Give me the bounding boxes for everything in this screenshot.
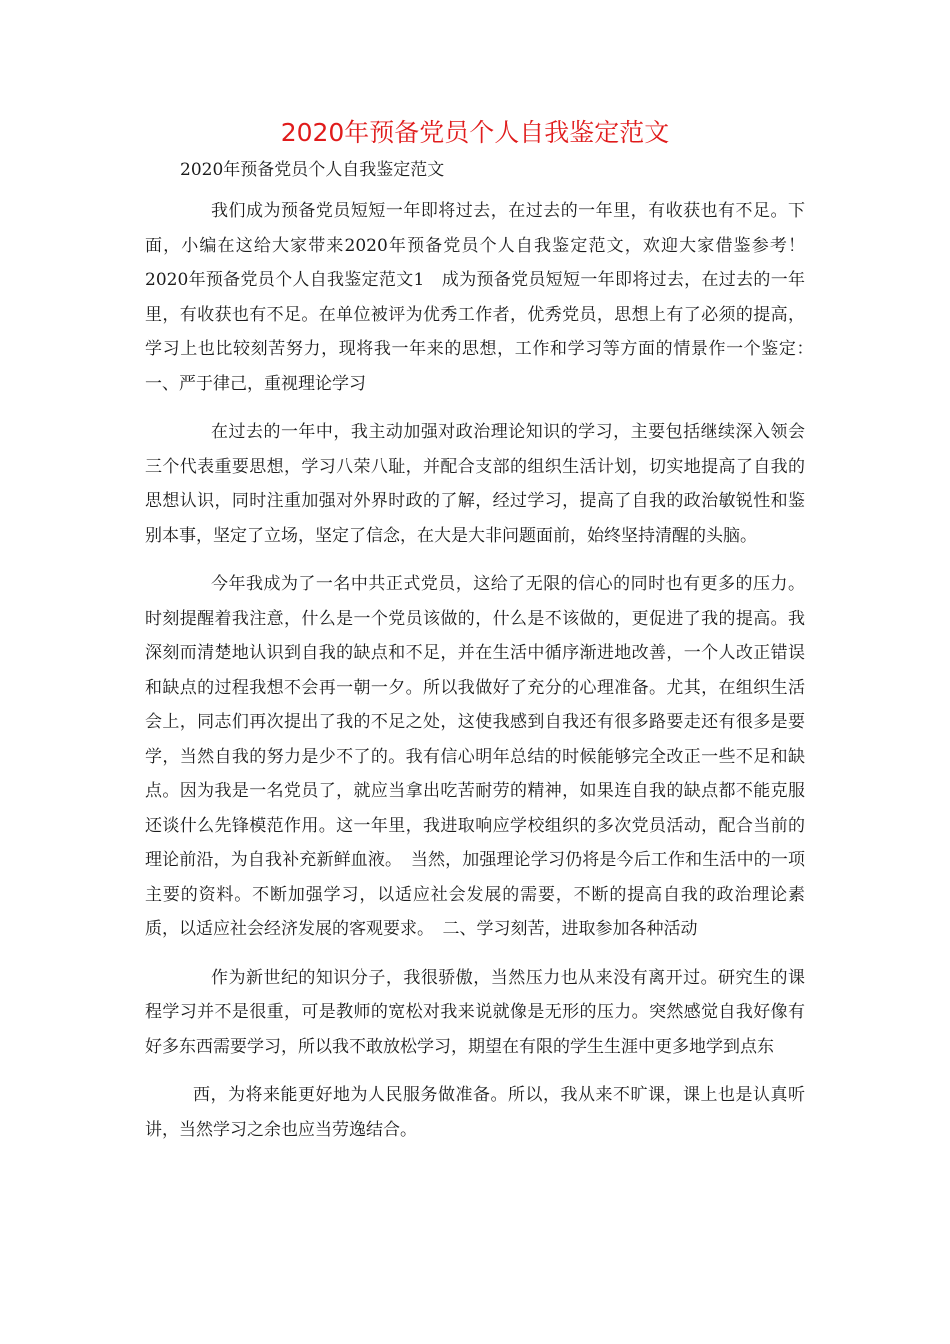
paragraph-theory-study: 在过去的一年中，我主动加强对政治理论知识的学习，主要包括继续深入领会三个代表重要思想，学习八荣八耻，并配合支部的组织生活计划，切实地提高了自我的思想认识，同时注重加强对外界时政的了解，经过学习，提高了自我的政治敏锐性和鉴别本事，坚定了立场，坚定了信念，在大是大非问题面前，始终坚持清醒的头脑。: [145, 422, 805, 546]
document-title: 2020年预备党员个人自我鉴定范文: [280, 118, 670, 147]
paragraph-study-hard: 作为新世纪的知识分子，我很骄傲，当然压力也从来没有离开过。研究生的课程学习并不是很重，可是教师的宽松对我来说就像是无形的压力。突然感觉自我好像有好多东西需要学习，所以我不敢放松学习，期望在有限的学生生涯中更多地学到点东: [145, 967, 805, 1057]
document-subtitle: 2020年预备党员个人自我鉴定范文: [180, 160, 445, 180]
document-body: [145, 194, 822, 1161]
paragraph-continuation: 西，为将来能更好地为人民服务做准备。所以，我从来不旷课，课上也是认真听讲，当然学习之余也应当劳逸结合。: [145, 1085, 805, 1140]
paragraph-intro: 我们成为预备党员短短一年即将过去，在过去的一年里，有收获也有不足。下面，小编在这给大家带来2020年预备党员个人自我鉴定范文，欢迎大家借鉴参考！ 2020年预备党员个人自我鉴定范文1 成为预备党员短短一年即将过去，在过去的一年里，有收获也有不足。在单位被评为优秀工作者，优秀党员，思想上有了必须的提高，学习上也比较刻苦努力，现将我一年来的思想，工作和学习等方面的情景作一个鉴定： 一、严于律己，重视理论学习: [145, 201, 822, 394]
paragraph-party-member: 今年我成为了一名中共正式党员，这给了无限的信心的同时也有更多的压力。时刻提醒着我注意，什么是一个党员该做的，什么是不该做的，更促进了我的提高。我深刻而清楚地认识到自我的缺点和不足，并在生活中循序渐进地改善，一个人改正错误和缺点的过程我想不会再一朝一夕。所以我做好了充分的心理准备。尤其，在组织生活会上，同志们再次提出了我的不足之处，这使我感到自我还有很多路要走还有很多是要学，当然自我的努力是少不了的。我有信心明年总结的时候能够完全改正一些不足和缺点。因为我是一名党员了，就应当拿出吃苦耐劳的精神，如果连自我的缺点都不能克服还谈什么先锋模范作用。这一年里，我进取响应学校组织的多次党员活动，配合当前的理论前沿，为自我补充新鲜血液。 当然，加强理论学习仍将是今后工作和生活中的一项主要的资料。不断加强学习，以适应社会发展的需要，不断的提高自我的政治理论素质，以适应社会经济发展的客观要求。 二、学习刻苦，进取参加各种活动: [145, 574, 805, 939]
